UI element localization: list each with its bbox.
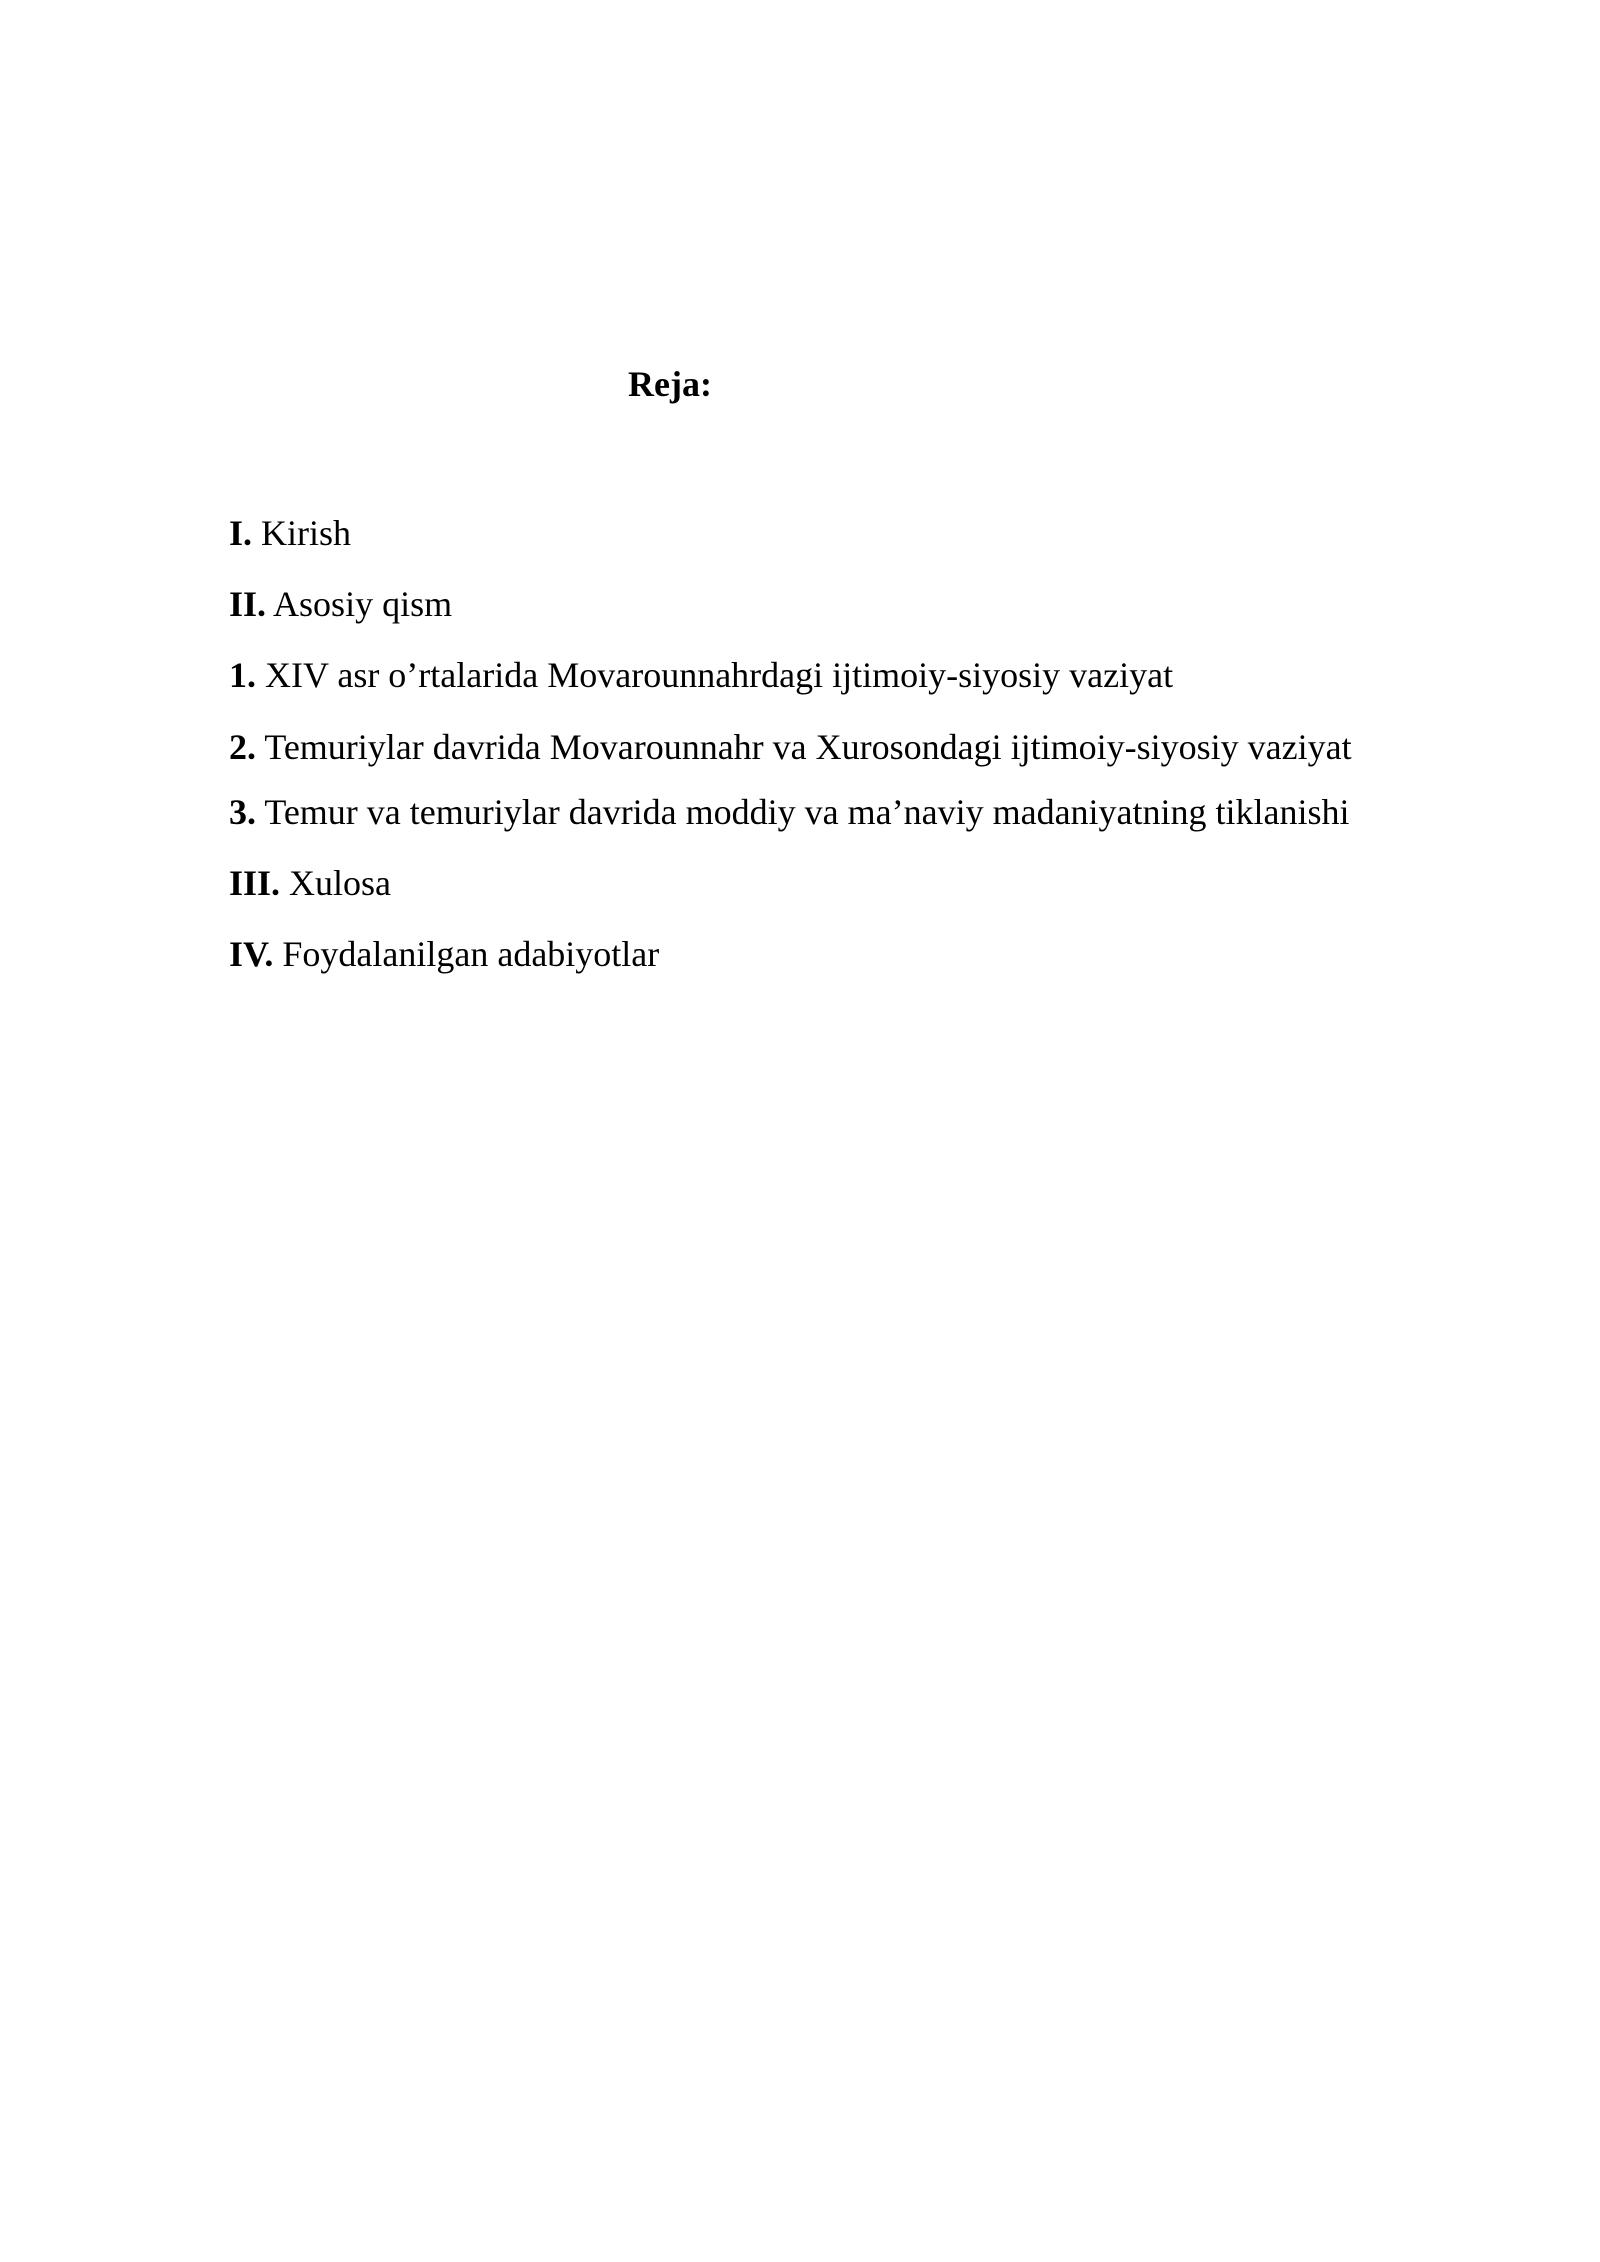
plan-item-text: Temuriylar davrida Movarounnahr va Xurosondagi ijtimoiy-siyosiy vaziyat: [256, 727, 1352, 767]
plan-item-text: Foydalanilgan adabiyotlar: [273, 934, 660, 974]
plan-item-text: Kirish: [252, 513, 352, 553]
plan-item-number: II.: [229, 584, 267, 624]
plan-item-references: [229, 936, 659, 972]
plan-item-number: III.: [229, 863, 281, 903]
plan-item-number: IV.: [229, 934, 274, 974]
plan-item-number: I.: [229, 513, 253, 553]
plan-item-text: Temur va temuriylar davrida moddiy va ma’naviy madaniyatning tiklanishi: [256, 792, 1350, 832]
plan-item-introduction: [229, 515, 351, 551]
plan-item-conclusion: [229, 865, 391, 901]
plan-subitem-3: [229, 794, 1350, 830]
plan-item-number: 1.: [229, 655, 256, 695]
plan-subitem-2: [229, 729, 1352, 765]
plan-item-main-part: [229, 586, 452, 622]
plan-item-number: 3.: [229, 792, 256, 832]
plan-item-text: Asosiy qism: [266, 584, 453, 624]
plan-subitem-1: [229, 657, 1173, 693]
page-title: Reja:: [628, 364, 712, 404]
plan-item-text: XIV asr o’rtalarida Movarounnahrdagi ijtimoiy-siyosiy vaziyat: [256, 655, 1174, 695]
plan-item-number: 2.: [229, 727, 256, 767]
plan-item-text: Xulosa: [280, 863, 392, 903]
